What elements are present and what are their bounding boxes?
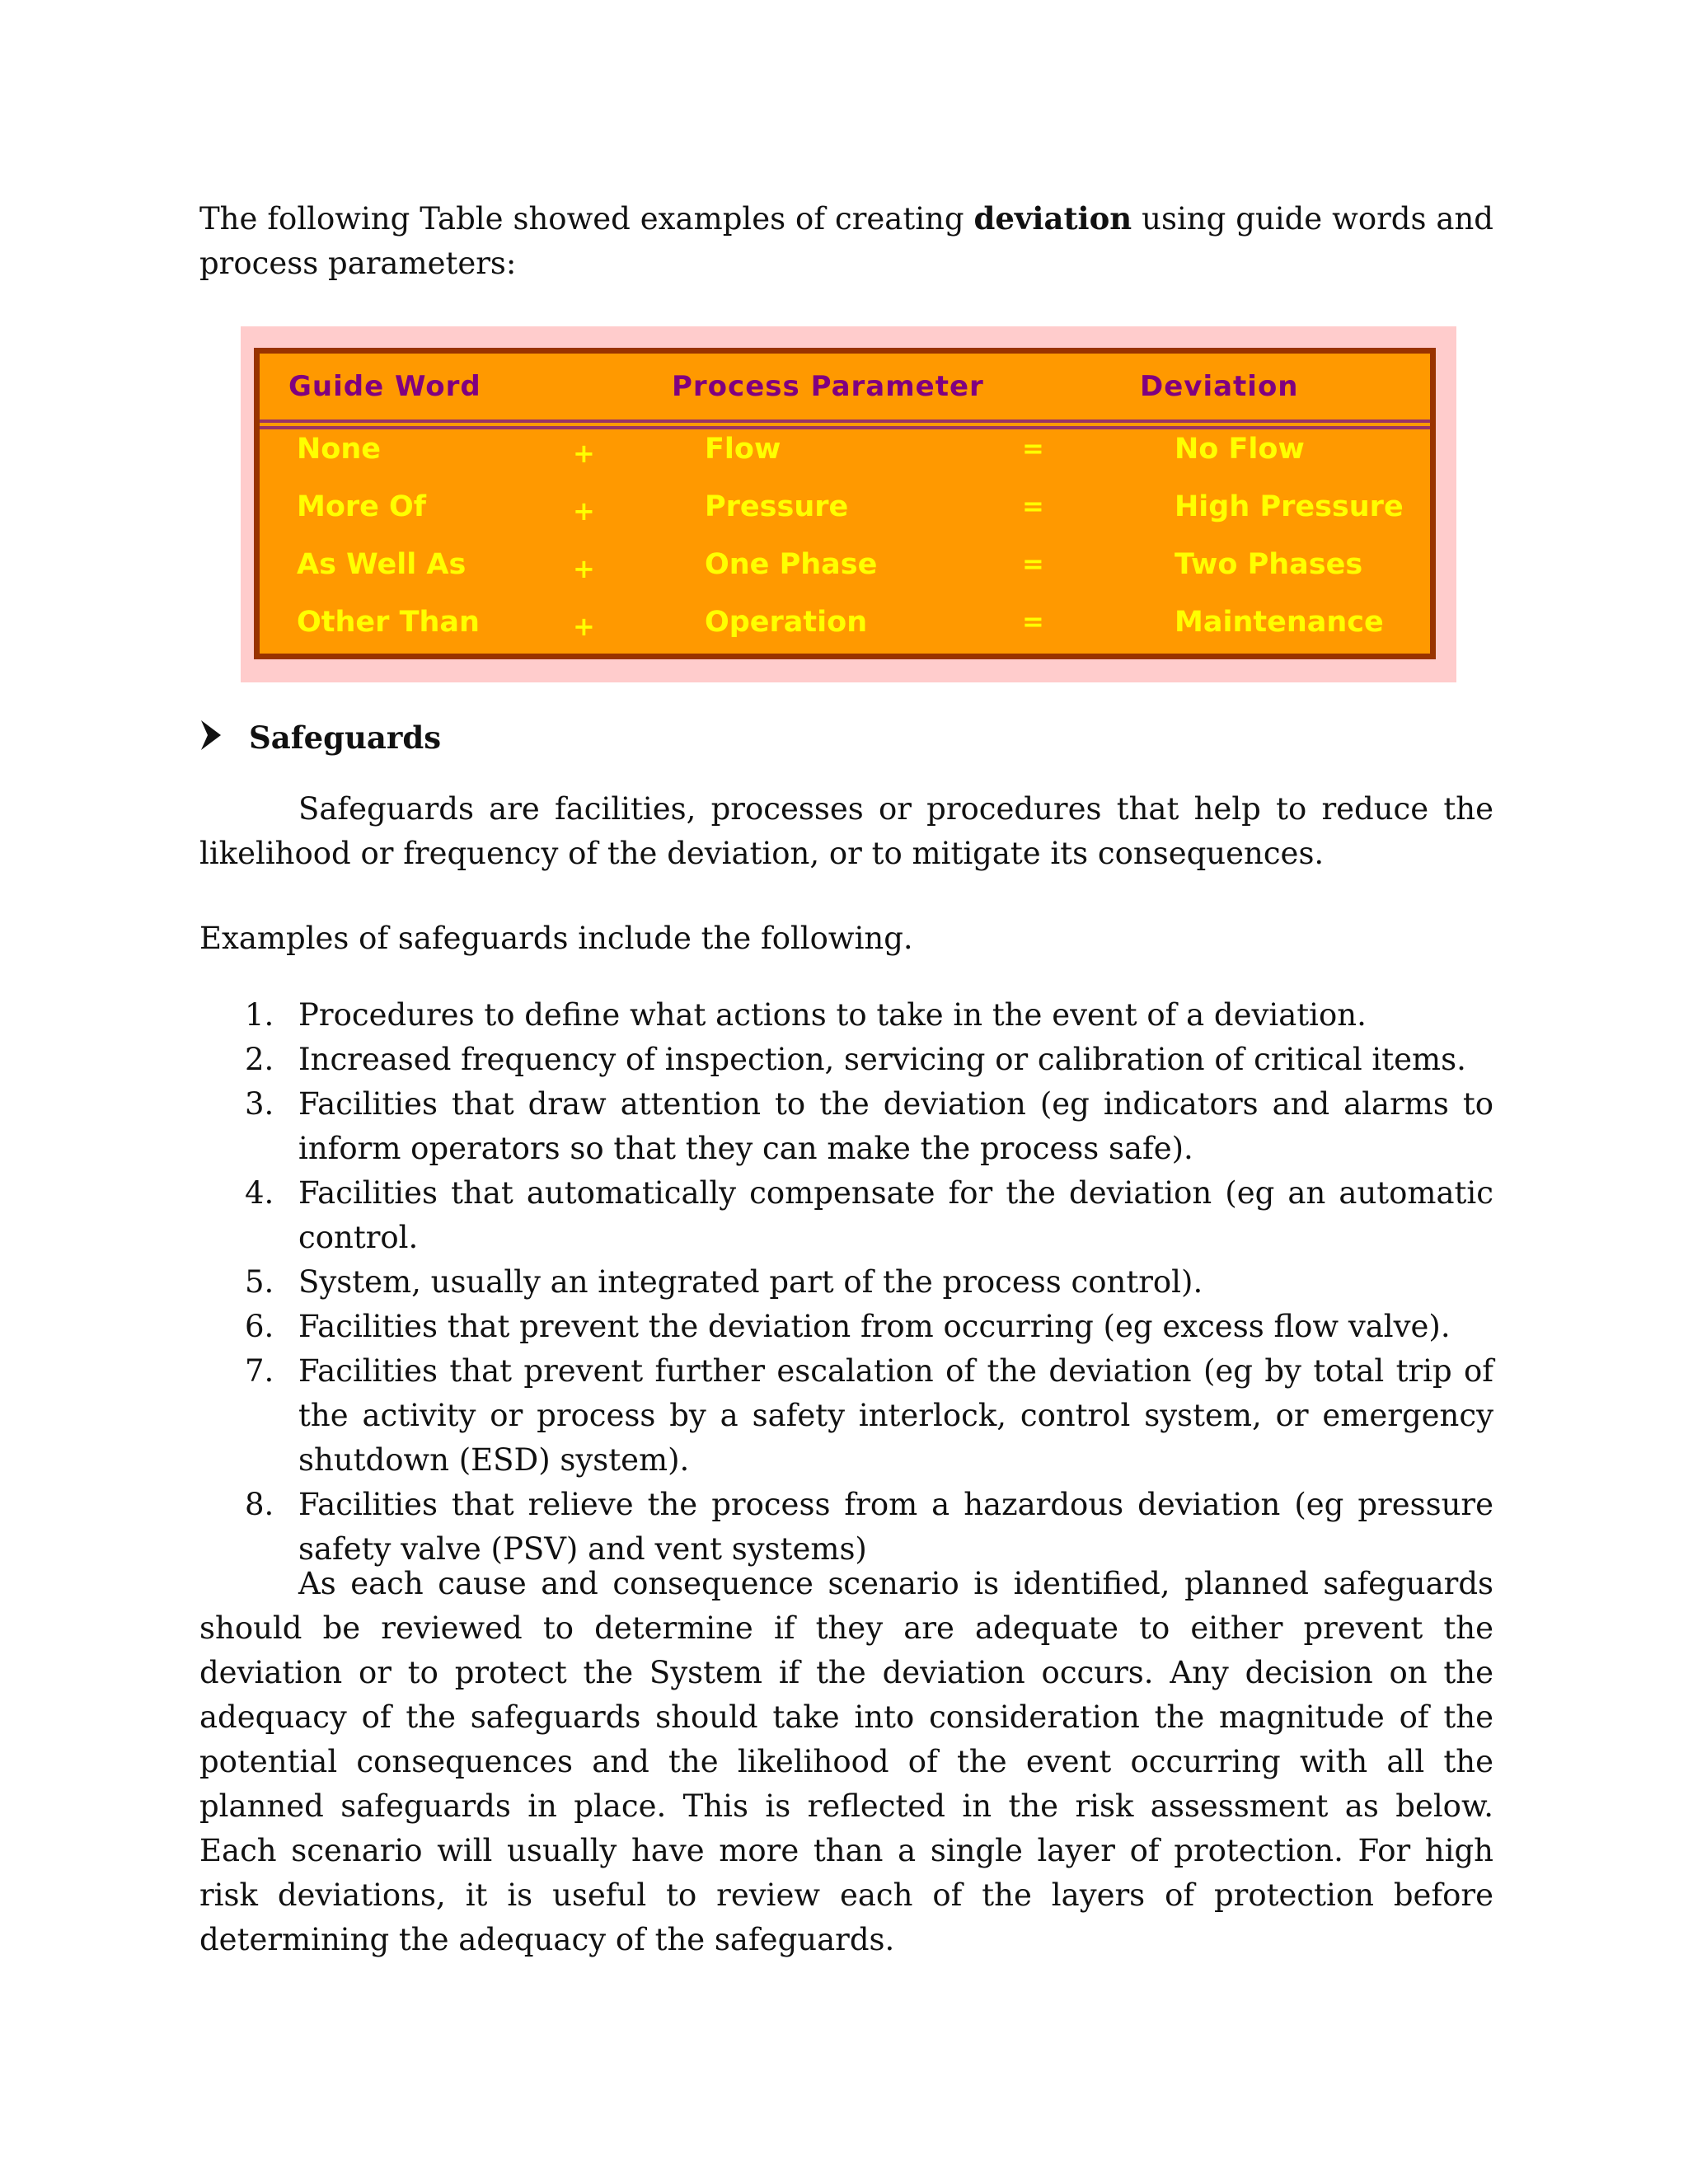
cell-equals: = — [1022, 606, 1044, 637]
list-number: 2. — [245, 1042, 274, 1077]
cell-guide-word: As Well As — [297, 548, 467, 581]
list-text: Facilities that relieve the process from a hazardous deviation (eg pressure safety valve (PSV) and vent systems) — [298, 1487, 1493, 1567]
header-deviation: Deviation — [1140, 370, 1299, 403]
deviation-table-figure — [241, 326, 1456, 682]
closing-paragraph: As each cause and consequence scenario is identified, planned safeguards should be reviewed to determine if they are adequate to either prevent the deviation or to protect the System if the deviation occurs. Any decision on the adequacy of the safeguards should take into consideration the magnitude of the potential consequences and the likelihood of the event occurring with all the planned safeguards in place. This is reflected in the risk assessment as below. Each scenario will usually have more than a single layer of protection. For high risk deviations, it is useful to review each of the layers of protection before determining the adequacy of the safeguards. — [199, 1566, 1493, 1957]
list-text: Facilities that prevent further escalation of the deviation (eg by total trip of the activity or process by a safety interlock, control system, or emergency shutdown (ESD) system). — [298, 1353, 1493, 1478]
list-item — [199, 993, 1493, 1038]
header-rule-bottom — [260, 426, 1430, 429]
intro-text-start: The following Table showed examples of creating — [199, 201, 974, 237]
list-text: Facilities that automatically compensate for the deviation (eg an automatic control. — [298, 1175, 1493, 1255]
list-text: Facilities that draw attention to the deviation (eg indicators and alarms to inform operators so that they can make the process safe). — [298, 1086, 1493, 1166]
table-row — [260, 606, 1430, 663]
deviation-table — [254, 348, 1436, 659]
cell-plus: + — [573, 553, 595, 584]
cell-equals: = — [1022, 490, 1044, 522]
cell-equals: = — [1022, 433, 1044, 464]
cell-plus: + — [573, 438, 595, 469]
list-item — [199, 1038, 1493, 1082]
cell-deviation: No Flow — [1175, 433, 1305, 466]
safeguards-definition: Safeguards are facilities, processes or procedures that help to reduce the likelihood or frequency of the deviation, or to mitigate its consequences. — [199, 791, 1493, 871]
cell-parameter: Pressure — [705, 490, 849, 523]
list-text: System, usually an integrated part of the process control). — [298, 1264, 1203, 1300]
list-item — [199, 1305, 1493, 1349]
list-number: 5. — [245, 1264, 274, 1300]
safeguard-examples-list — [199, 993, 1493, 1572]
section-heading — [199, 715, 1493, 760]
cell-guide-word: Other Than — [297, 606, 480, 639]
table-row — [260, 490, 1430, 548]
cell-deviation: Maintenance — [1175, 606, 1384, 639]
cell-deviation: Two Phases — [1175, 548, 1363, 581]
list-item — [199, 1260, 1493, 1305]
list-item — [199, 1483, 1493, 1572]
cell-equals: = — [1022, 548, 1044, 579]
list-number: 7. — [245, 1353, 274, 1389]
list-item — [199, 1349, 1493, 1483]
intro-paragraph — [199, 196, 1493, 286]
list-item — [199, 1082, 1493, 1171]
arrowhead-bullet-icon — [199, 719, 223, 752]
cell-guide-word: None — [297, 433, 381, 466]
header-rule-top — [260, 419, 1430, 423]
header-guide-word: Guide Word — [288, 370, 481, 403]
list-text: Increased frequency of inspection, servicing or calibration of critical items. — [298, 1042, 1466, 1077]
list-number: 4. — [245, 1175, 274, 1211]
cell-parameter: Operation — [705, 606, 868, 639]
list-number: 3. — [245, 1086, 274, 1122]
intro-bold-term: deviation — [973, 200, 1132, 237]
section-title: Safeguards — [249, 719, 442, 756]
intro-text-end: using guide words and process parameters: — [199, 201, 1493, 281]
table-header-row — [260, 354, 1430, 421]
cell-parameter: Flow — [705, 433, 781, 466]
list-item — [199, 1171, 1493, 1260]
list-text: Facilities that prevent the deviation from occurring (eg excess flow valve). — [298, 1309, 1451, 1344]
table-row — [260, 433, 1430, 490]
examples-intro: Examples of safeguards include the following. — [199, 921, 913, 956]
header-process-parameter: Process Parameter — [672, 370, 984, 403]
list-text: Procedures to define what actions to take in the event of a deviation. — [298, 997, 1367, 1033]
cell-deviation: High Pressure — [1175, 490, 1404, 523]
cell-plus: + — [573, 611, 595, 642]
cell-guide-word: More Of — [297, 490, 427, 523]
cell-parameter: One Phase — [705, 548, 878, 581]
list-number: 1. — [245, 997, 274, 1033]
table-row — [260, 548, 1430, 606]
list-number: 8. — [245, 1487, 274, 1522]
list-number: 6. — [245, 1309, 274, 1344]
cell-plus: + — [573, 495, 595, 527]
